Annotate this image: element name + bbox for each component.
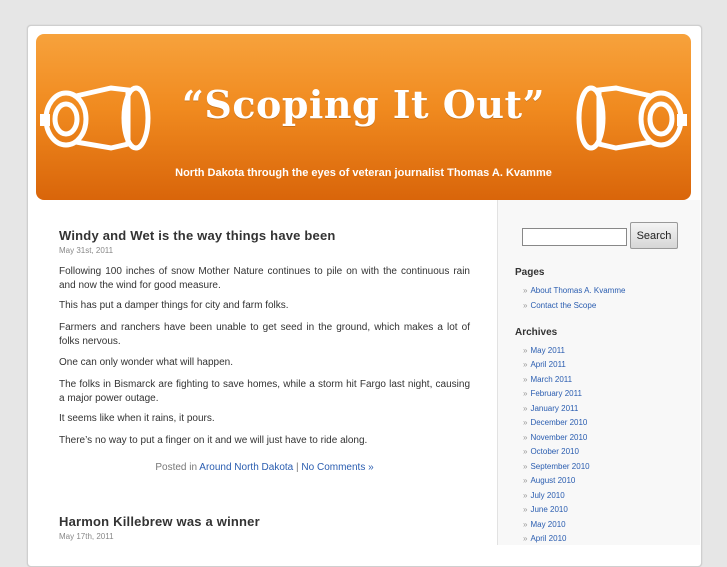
binoculars-right-icon <box>571 74 691 164</box>
post-paragraph: Following 100 inches of snow Mother Nature continues to pile on with the continuous rain and now the wind for good measure. <box>59 266 470 291</box>
archive-link[interactable]: » October 2010 <box>523 447 579 456</box>
page-link[interactable]: » Contact the Scope <box>523 301 597 310</box>
page-link[interactable]: » About Thomas A. Kvamme <box>523 286 626 295</box>
post-paragraph: One can only wonder what will happen. <box>59 357 233 368</box>
meta-separator: | <box>296 462 299 473</box>
site-title[interactable]: “Scoping It Out” <box>182 82 545 127</box>
archive-link[interactable]: » May 2011 <box>523 346 565 355</box>
post-paragraph: There’s no way to put a finger on it and we will just have to ride along. <box>59 435 368 446</box>
archive-link[interactable]: » September 2010 <box>523 462 590 471</box>
site-header <box>36 34 691 200</box>
archive-link[interactable]: » June 2010 <box>523 505 568 514</box>
archive-link[interactable]: » January 2011 <box>523 404 579 413</box>
post-paragraph: It seems like when it rains, it pours. <box>59 413 215 424</box>
archive-link[interactable]: » May 2010 <box>523 520 566 529</box>
post-paragraph: This has put a damper things for city and farm folks. <box>59 300 289 311</box>
archive-link[interactable]: » December 2010 <box>523 418 588 427</box>
archive-link[interactable]: » August 2010 <box>523 476 576 485</box>
post-paragraph: Farmers and ranchers have been unable to get seed in the ground, which makes a lot of folks nervous. <box>59 322 470 347</box>
pages-heading: Pages <box>515 267 545 278</box>
archive-link[interactable]: » April 2011 <box>523 360 566 369</box>
comments-link[interactable]: No Comments » <box>301 462 374 473</box>
archive-link[interactable]: » March 2011 <box>523 375 573 384</box>
posted-in-label: Posted in <box>155 462 198 473</box>
category-link[interactable]: Around North Dakota <box>199 462 294 473</box>
archive-link[interactable]: » February 2011 <box>523 389 582 398</box>
post-title[interactable]: Harmon Killebrew was a winner <box>59 514 260 529</box>
post-paragraph: The folks in Bismarck are fighting to save homes, while a storm hit Fargo last night, causing a major power outage. <box>59 379 470 404</box>
archives-heading: Archives <box>515 327 558 338</box>
search-button[interactable]: Search <box>630 222 678 249</box>
archive-link[interactable]: » July 2010 <box>523 491 565 500</box>
post-meta <box>59 462 470 473</box>
post-date: May 17th, 2011 <box>59 532 114 541</box>
site-description: North Dakota through the eyes of veteran journalist Thomas A. Kvamme <box>175 167 552 179</box>
post-title[interactable]: Windy and Wet is the way things have been <box>59 228 336 243</box>
search-input[interactable] <box>522 228 627 246</box>
archive-link[interactable]: » April 2010 <box>523 534 567 543</box>
post-date: May 31st, 2011 <box>59 246 114 255</box>
sidebar <box>497 200 700 545</box>
archive-link[interactable]: » November 2010 <box>523 433 588 442</box>
